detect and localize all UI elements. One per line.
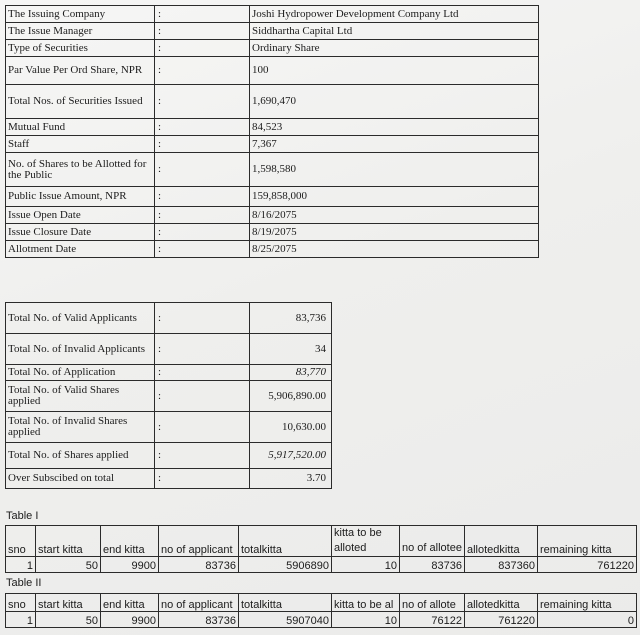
table1-header-cell: remaining kitta [538, 526, 637, 557]
table2-cell: 76122 [400, 612, 465, 628]
issue-info-separator: : [155, 57, 250, 85]
subscription-separator: : [155, 365, 250, 381]
table2-header-cell: sno [6, 594, 36, 612]
table2-header-row [6, 594, 637, 612]
table1-header-cell: start kitta [36, 526, 101, 557]
issue-info-value: 8/16/2075 [250, 207, 539, 224]
issue-info-row [6, 136, 539, 153]
subscription-separator: : [155, 469, 250, 489]
issue-info-value: 100 [250, 57, 539, 85]
issue-info-row [6, 187, 539, 207]
issue-info-row [6, 119, 539, 136]
table1-header-cell: no of applicant [159, 526, 239, 557]
subscription-value [250, 443, 332, 469]
subscription-value: 10,630.00 [250, 412, 332, 443]
table2-header-cell: totalkitta [239, 594, 332, 612]
subscription-separator: : [155, 381, 250, 412]
subscription-value-text: 5,917,520.00 [268, 449, 326, 461]
table2 [5, 593, 637, 628]
subscription-row [6, 443, 332, 469]
table2-cell: 761220 [465, 612, 538, 628]
issue-info-value: Ordinary Share [250, 40, 539, 57]
subscription-value: 34 [250, 334, 332, 365]
table2-header-cell: start kitta [36, 594, 101, 612]
subscription-value: 83,736 [250, 303, 332, 334]
issue-info-label: Mutual Fund [6, 119, 155, 136]
table1-caption: Table I [6, 510, 39, 522]
table1-cell: 1 [6, 557, 36, 573]
subscription-separator: : [155, 334, 250, 365]
issue-info-separator: : [155, 119, 250, 136]
issue-info-row [6, 40, 539, 57]
subscription-label: Total No. of Invalid Shares applied [6, 412, 155, 443]
table1-cell: 761220 [538, 557, 637, 573]
issue-info-value: 8/25/2075 [250, 241, 539, 258]
issue-info-value: 1,690,470 [250, 85, 539, 119]
table2-data-row [6, 612, 637, 628]
table1-header-cell: totalkitta [239, 526, 332, 557]
subscription-row [6, 381, 332, 412]
table1-cell: 83736 [159, 557, 239, 573]
table1-header-row [6, 526, 637, 557]
subscription-row [6, 469, 332, 489]
subscription-label: Total No. of Invalid Applicants [6, 334, 155, 365]
table1-cell: 10 [332, 557, 400, 573]
issue-info-label: Issue Closure Date [6, 224, 155, 241]
table1-data-row [6, 557, 637, 573]
subscription-value: 5,906,890.00 [250, 381, 332, 412]
table2-cell: 50 [36, 612, 101, 628]
table2-cell: 5907040 [239, 612, 332, 628]
issue-info-table [5, 5, 539, 258]
issue-info-separator: : [155, 187, 250, 207]
table1-header-cell: allotedkitta [465, 526, 538, 557]
issue-info-label: Par Value Per Ord Share, NPR [6, 57, 155, 85]
issue-info-separator: : [155, 207, 250, 224]
issue-info-row [6, 23, 539, 40]
table1-header-cell: kitta to be alloted [332, 526, 400, 557]
issue-info-row [6, 57, 539, 85]
issue-info-row [6, 85, 539, 119]
issue-info-separator: : [155, 136, 250, 153]
table2-header-cell: end kitta [101, 594, 159, 612]
subscription-value [250, 365, 332, 381]
subscription-row [6, 365, 332, 381]
subscription-row [6, 412, 332, 443]
table2-cell: 9900 [101, 612, 159, 628]
issue-info-value: Joshi Hydropower Development Company Ltd [250, 6, 539, 23]
issue-info-label: No. of Shares to be Allotted for the Public [6, 153, 155, 187]
issue-info-label: Total Nos. of Securities Issued [6, 85, 155, 119]
table2-header-cell: remaining kitta [538, 594, 637, 612]
issue-info-label: The Issue Manager [6, 23, 155, 40]
issue-info-separator: : [155, 40, 250, 57]
table1-header-cell: no of allotee [400, 526, 465, 557]
table2-cell: 83736 [159, 612, 239, 628]
subscription-separator: : [155, 303, 250, 334]
subscription-row [6, 334, 332, 365]
table2-cell: 10 [332, 612, 400, 628]
issue-info-value: Siddhartha Capital Ltd [250, 23, 539, 40]
subscription-separator: : [155, 443, 250, 469]
table2-cell: 0 [538, 612, 637, 628]
subscription-value-text: 83,770 [295, 366, 326, 378]
subscription-label: Total No. of Valid Applicants [6, 303, 155, 334]
table2-caption: Table II [6, 577, 42, 589]
subscription-row [6, 303, 332, 334]
issue-info-value: 7,367 [250, 136, 539, 153]
table1-cell: 5906890 [239, 557, 332, 573]
table2-header-cell: no of applicant [159, 594, 239, 612]
subscription-label: Total No. of Shares applied [6, 443, 155, 469]
subscription-label: Total No. of Application [6, 365, 155, 381]
table1-cell: 50 [36, 557, 101, 573]
issue-info-row [6, 6, 539, 23]
subscription-label: Total No. of Valid Shares applied [6, 381, 155, 412]
table2-header-cell: kitta to be al [332, 594, 400, 612]
table2-cell: 1 [6, 612, 36, 628]
table1-header-cell: sno [6, 526, 36, 557]
issue-info-value: 84,523 [250, 119, 539, 136]
issue-info-label: Staff [6, 136, 155, 153]
issue-info-separator: : [155, 224, 250, 241]
issue-info-label: Public Issue Amount, NPR [6, 187, 155, 207]
subscription-value: 3.70 [250, 469, 332, 489]
issue-info-label: The Issuing Company [6, 6, 155, 23]
issue-info-row [6, 153, 539, 187]
subscription-label: Over Subscibed on total [6, 469, 155, 489]
table1-cell: 83736 [400, 557, 465, 573]
subscription-separator: : [155, 412, 250, 443]
table1 [5, 525, 637, 573]
issue-info-separator: : [155, 6, 250, 23]
table1-cell: 9900 [101, 557, 159, 573]
table2-header-cell: no of allote [400, 594, 465, 612]
issue-info-row [6, 224, 539, 241]
issue-info-separator: : [155, 23, 250, 40]
table1-header-cell: end kitta [101, 526, 159, 557]
issue-info-value: 1,598,580 [250, 153, 539, 187]
issue-info-row [6, 241, 539, 258]
issue-info-value: 8/19/2075 [250, 224, 539, 241]
issue-info-label: Type of Securities [6, 40, 155, 57]
issue-info-value: 159,858,000 [250, 187, 539, 207]
issue-info-separator: : [155, 241, 250, 258]
issue-info-separator: : [155, 85, 250, 119]
issue-info-label: Issue Open Date [6, 207, 155, 224]
issue-info-separator: : [155, 153, 250, 187]
table2-header-cell: allotedkitta [465, 594, 538, 612]
table1-cell: 837360 [465, 557, 538, 573]
subscription-table [5, 302, 332, 489]
issue-info-row [6, 207, 539, 224]
issue-info-label: Allotment Date [6, 241, 155, 258]
